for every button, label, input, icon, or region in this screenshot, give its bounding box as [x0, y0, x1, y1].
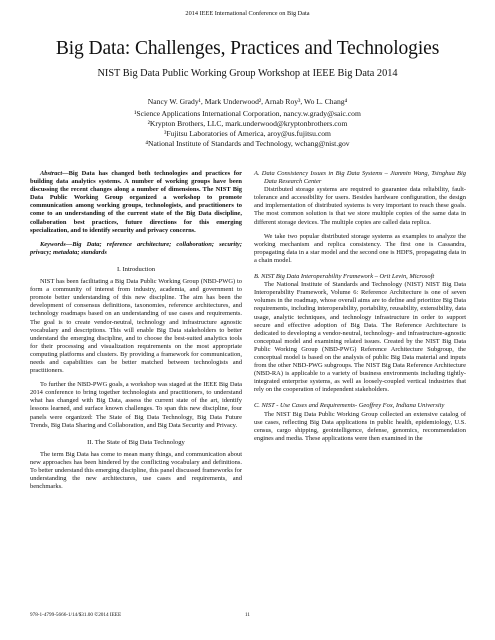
intro-paragraph-2: To further the NBD-PWG goals, a workshop was staged at the IEEE Big Data 2014 conference to bring together technologists and practitioners, to understand what has changed with Big Data, assess the current state of the art, identify lessons learned, and surface known challenges. To span this new discipline, four panels were organized: The State of Big Data Technology, Big Data Future Trends, Big Data Sharing and Collaboration, and Big Data Security and Privacy.: [30, 381, 242, 429]
keywords: [30, 241, 242, 257]
section-heading-introduction: I. Introduction: [116, 265, 156, 273]
paper-subtitle: NIST Big Data Public Working Group Workshop at IEEE Big Data 2014: [97, 68, 398, 79]
subsection-c-paragraph-1: The NIST Big Data Public Working Group collected an extensive catalog of use cases, reflecting Big Data applications in public health, epidemiology, U.S. census, cargo shipping, geointelligence, defense, genomics, recommendation engines and media. These applications were then examined in the: [254, 410, 466, 442]
affiliation-2: ²Krypton Brothers, LLC, mark.underwood@kryptonbrothers.com: [147, 119, 348, 128]
abstract: [30, 170, 242, 235]
subsection-c-heading: C. NIST - Use Cases and Requirements- Geoffrey Fox, Indiana University: [254, 402, 445, 410]
author-block: [0, 97, 495, 149]
page-number: 11: [245, 612, 250, 618]
subsection-a-paragraph-2: We take two popular distributed storage systems as examples to analyze the working mechanism and replica consistency. The first one is Cassandra, propagating data in a star model and the second one is HDFS, propagating data in a chain model.: [254, 232, 466, 264]
conference-header: 2014 IEEE International Conference on Big Data: [185, 10, 310, 17]
section-heading-state: II. The State of Big Data Technology: [87, 438, 185, 446]
right-column: [254, 170, 466, 443]
paper-title: Big Data: Challenges, Practices and Technologies: [55, 38, 440, 59]
affiliation-1: ¹Science Applications International Corporation, nancy.w.grady@saic.com: [134, 109, 361, 118]
subsection-b-heading: B. NIST Big Data Interoperability Framework – Orit Levin, Microsoft: [254, 273, 435, 281]
abstract-text: —Big Data has changed both technologies and practices for building data analytics systems. A number of working groups have been discussing the recent changes along a number of dimensions. The NIST Big Data Public Working Group organized a workshop to promote communication among working groups, technologists, and practitioners to come to an understanding of the current state of the Big Data discipline, collaboration best practices, future directions for this emerging specialization, and to identify security and privacy concerns.: [30, 170, 242, 234]
copyright-footer: 978-1-4799-5666-1/14/$31.00 ©2014 IEEE: [30, 612, 122, 618]
keywords-label: Keywords: [40, 240, 66, 248]
left-column: [30, 170, 242, 491]
subsection-a-heading: A. Data Consistency Issues in Big Data Systems – Jianmin Wang, Tsinghua Big Data Research Center: [254, 170, 466, 186]
subsection-a-paragraph-1: Distributed storage systems are required to guarantee data reliability, fault-tolerance and accessibility for users. Besides hardware configuration, the design and implementation of distributed systems is very important to reach these goals. The most common solution is that we store multiple copies of the same data in different storage devices. The multiple copies are called data replica.: [254, 186, 466, 226]
keywords-text: —Big Data; reference architecture; collaboration; security; privacy; metadata; standards: [30, 240, 242, 256]
abstract-label: Abstract: [40, 170, 63, 177]
affiliation-3: ³Fujitsu Laboratories of America, aroy@us.fujitsu.com: [164, 129, 331, 138]
state-paragraph-1: The term Big Data has come to mean many things, and communication about new approaches has been hindered by the conflicting vocabulary and definitions. To better understand this emerging discipline, this panel discussed frameworks for understanding the new architectures, use cases and requirements, and benchmarks.: [30, 450, 242, 491]
subsection-b-paragraph-1: The National Institute of Standards and Technology (NIST) NIST Big Data Interoperability Framework, Volume 6: Reference Architecture is one of seven volumes in the roadmap, whose overall aims are to define and prioritize Big Data requirements, including interoperability, portability, reusability, extensibility, data usage, analytic techniques, and technology infrastructure in order to support secure and effective adoption of Big Data. The Reference Architecture is dedicated to developing a vendor-neutral, technology- and infrastructure-agnostic conceptual model and examining related issues. Created by the NIST Big Data Public Working Group (NBD-PWG) Reference Architecture Subgroup, the conceptual model is based on the analysis of public Big Data material and inputs from the other NBD-PWG subgroups. The NIST Big Data Reference Architecture (NBD-RA) is applicable to a variety of business environments including tightly-integrated enterprise systems, as well as loosely-coupled vertical industries that rely on the cooperation of independent stakeholders.: [254, 281, 466, 394]
author-names: Nancy W. Grady¹, Mark Underwood², Arnab Roy³, Wo L. Chang⁴: [147, 97, 348, 106]
affiliation-4: ⁴National Institute of Standards and Technology, wchang@nist.gov: [145, 139, 350, 148]
intro-paragraph-1: NIST has been facilitating a Big Data Public Working Group (NBD-PWG) to form a community of interest from industry, academia, and government to promote better understanding of this new discipline. The aim has been the development of consensus definitions, taxonomies, reference architectures, and technology roadmaps based on an understanding of use cases and requirements. The goal is to create vendor-neutral, technology and infrastructure agnostic vocabulary and descriptions. This will enable Big Data stakeholders to better understand the emerging discipline, and to choose the best-suited analytics tools for their processing and visualization requirements on the most appropriate computing platforms and clusters. By providing a framework for communication, needs and capabilities can be better matched between technologists and practitioners.: [30, 278, 242, 375]
